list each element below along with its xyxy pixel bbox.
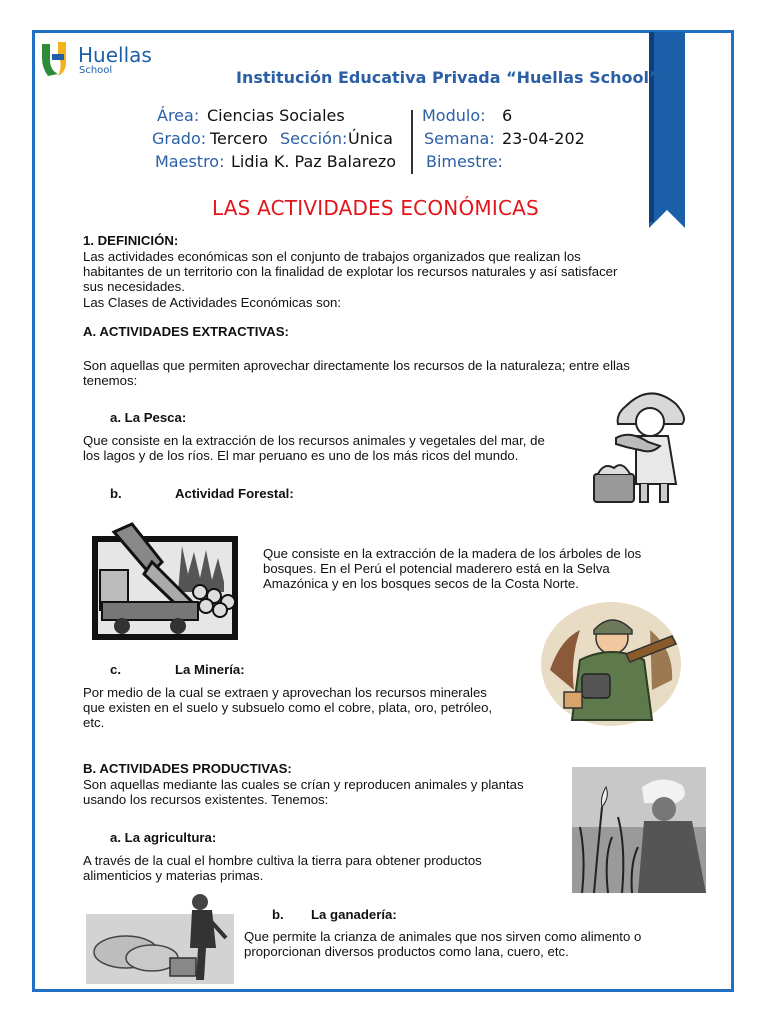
logo-emblem-icon [40,40,74,78]
fishing-text: Que consiste en la extracción de los recursos animales y vegetales del mar, de los lagos y de los ríos. El mar peruano es uno de los más ricos del mundo. [83,433,545,464]
productive-heading: B. ACTIVIDADES PRODUCTIVAS: [83,761,292,776]
forestry-text: Que consiste en la extracción de la madera de los árboles de los bosques. En el Perú el potencial maderero está en la Selva Amazónica y en los bosques secos de la Costa Norte. [263,546,642,592]
fishing-heading: a. La Pesca: [110,410,187,425]
bookmark-ribbon [649,32,685,228]
seccion-value: Única [348,129,393,148]
forestry-illustration [92,522,238,640]
grado-value: Tercero [210,129,268,148]
seccion-label: Sección: [280,129,348,148]
forestry-heading: Actividad Forestal: [175,486,294,501]
header-divider [411,110,413,174]
maestro-value: Lidia K. Paz Balarezo [231,152,397,171]
logo-name: Huellas [78,43,152,67]
extractive-text: Son aquellas que permiten aprovechar directamente los recursos de la naturaleza; entre ellas tenemos: [83,358,630,389]
institution-name: Institución Educativa Privada “Huellas School” [236,68,660,87]
logo-sub: School [79,65,113,76]
mining-text: Por medio de la cual se extraen y aprovechan los recursos minerales que existen en el suelo y subsuelo como el cobre, plata, oro, petróleo, etc. [83,685,493,731]
definition-heading: 1. DEFINICIÓN: [83,233,179,248]
definition-text: Las actividades económicas son el conjunto de trabajos organizados que realizan los habitantes de un territorio con la finalidad de explotar los recursos naturales y así satisfacer sus necesidades. Las Clases de Actividades Económicas son: [83,249,618,310]
agriculture-text: A través de la cual el hombre cultiva la tierra para obtener productos alimenticios y materias primas. [83,853,482,884]
mining-heading: La Minería: [175,662,245,677]
productive-text: Son aquellas mediante las cuales se crían y reproducen animales y plantas usando los recursos existentes. Tenemos: [83,777,524,808]
fisherman-illustration [590,384,692,508]
school-logo [40,40,170,80]
grado-label: Grado: [152,129,207,148]
extractive-heading: A. ACTIVIDADES EXTRACTIVAS: [83,324,289,339]
semana-label: Semana: [424,129,495,148]
area-value: Ciencias Sociales [207,106,345,125]
miner-illustration [540,600,682,728]
livestock-text: Que permite la crianza de animales que nos sirven como alimento o proporcionan diversos productos como lana, cuero, etc. [244,929,642,960]
area-label: Área: [157,106,200,125]
livestock-illustration [86,888,234,984]
agriculture-heading: a. La agricultura: [110,830,217,845]
livestock-heading: La ganadería: [311,907,397,922]
mining-letter: c. [110,662,121,677]
bimestre-label: Bimestre: [426,152,503,171]
modulo-label: Modulo: [422,106,486,125]
page-title: LAS ACTIVIDADES ECONÓMICAS [212,196,539,220]
forestry-letter: b. [110,486,122,501]
modulo-value: 6 [502,106,513,125]
agriculture-illustration [572,767,706,893]
semana-value: 23-04-202 [502,129,585,148]
livestock-letter: b. [272,907,284,922]
maestro-label: Maestro: [155,152,225,171]
